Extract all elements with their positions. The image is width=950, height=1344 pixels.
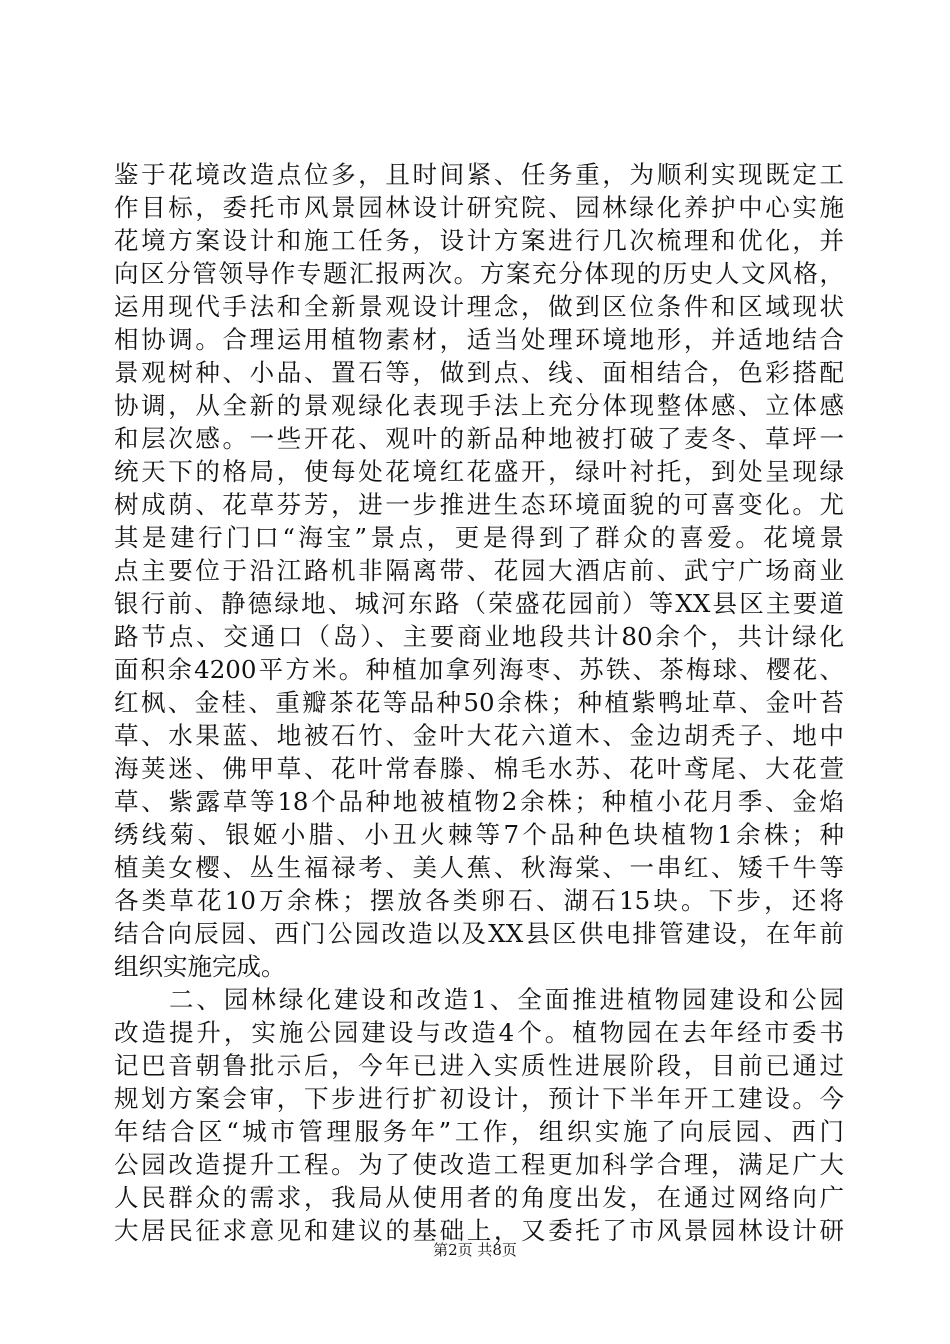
text-line: 植美女樱、丛生福禄考、美人蕉、秋海棠、一串红、矮千牛等	[114, 853, 844, 882]
text-line: 和层次感。一些开花、观叶的新品种地被打破了麦冬、草坪一	[114, 424, 844, 453]
text-line: 公园改造提升工程。为了使改造工程更加科学合理，满足广大	[114, 1150, 844, 1179]
text-line: 改造提升，实施公园建设与改造4个。植物园在去年经市委书	[114, 1018, 844, 1047]
text-line: 协调，从全新的景观绿化表现手法上充分体现整体感、立体感	[114, 391, 844, 420]
text-line: 大居民征求意见和建议的基础上，又委托了市风景园林设计研	[114, 1216, 844, 1245]
text-line: 结合向辰园、西门公园改造以及XX县区供电排管建设，在年前	[114, 919, 844, 948]
text-line: 面积余4200平方米。种植加拿列海枣、苏铁、茶梅球、樱花、	[114, 655, 844, 684]
text-line: 规划方案会审，下步进行扩初设计，预计下半年开工建设。今	[114, 1084, 844, 1113]
text-line: 树成荫、花草芬芳，进一步推进生态环境面貌的可喜变化。尤	[114, 490, 844, 519]
text-line: 记巴音朝鲁批示后，今年已进入实质性进展阶段，目前已通过	[114, 1051, 844, 1080]
text-line: 作目标，委托市风景园林设计研究院、园林绿化养护中心实施	[114, 193, 844, 222]
body-text	[114, 158, 844, 1247]
text-line: 点主要位于沿江路机非隔离带、花园大酒店前、武宁广场商业	[114, 556, 844, 585]
text-line: 草、水果蓝、地被石竹、金叶大花六道木、金边胡秃子、地中	[114, 721, 844, 750]
text-line: 绣线菊、银姬小腊、小丑火棘等7个品种色块植物1余株；种	[114, 820, 844, 849]
text-line: 红枫、金桂、重瓣茶花等品种50余株；种植紫鸭址草、金叶苔	[114, 688, 844, 717]
text-line: 其是建行门口“海宝”景点，更是得到了群众的喜爱。花境景	[114, 523, 844, 552]
text-line: 草、紫露草等18个品种地被植物2余株；种植小花月季、金焰	[114, 787, 844, 816]
text-line: 相协调。合理运用植物素材，适当处理环境地形，并适地结合	[114, 325, 844, 354]
text-line: 人民群众的需求，我局从使用者的角度出发，在通过网络向广	[114, 1183, 844, 1212]
text-line: 统天下的格局，使每处花境红花盛开，绿叶衬托，到处呈现绿	[114, 457, 844, 486]
text-line: 银行前、静德绿地、城河东路（荣盛花园前）等XX县区主要道	[114, 589, 844, 618]
text-line: 路节点、交通口（岛）、主要商业地段共计80余个，共计绿化	[114, 622, 844, 651]
text-line: 各类草花10万余株；摆放各类卵石、湖石15块。下步，还将	[114, 886, 844, 915]
text-line: 花境方案设计和施工任务，设计方案进行几次梳理和优化，并	[114, 226, 844, 255]
text-line: 运用现代手法和全新景观设计理念，做到区位条件和区域现状	[114, 292, 844, 321]
text-line: 鉴于花境改造点位多，且时间紧、任务重，为顺利实现既定工	[114, 160, 844, 189]
page-number-footer: 第2页 共8页	[433, 1241, 517, 1259]
text-line: 景观树种、小品、置石等，做到点、线、面相结合，色彩搭配	[114, 358, 844, 387]
text-line: 二、园林绿化建设和改造1、全面推进植物园建设和公园	[114, 985, 844, 1014]
text-line: 年结合区“城市管理服务年”工作，组织实施了向辰园、西门	[114, 1117, 844, 1146]
text-line: 向区分管领导作专题汇报两次。方案充分体现的历史人文风格，	[114, 259, 844, 288]
text-line: 组织实施完成。	[114, 952, 286, 981]
text-line: 海荚迷、佛甲草、花叶常春滕、棉毛水苏、花叶鸢尾、大花萱	[114, 754, 844, 783]
